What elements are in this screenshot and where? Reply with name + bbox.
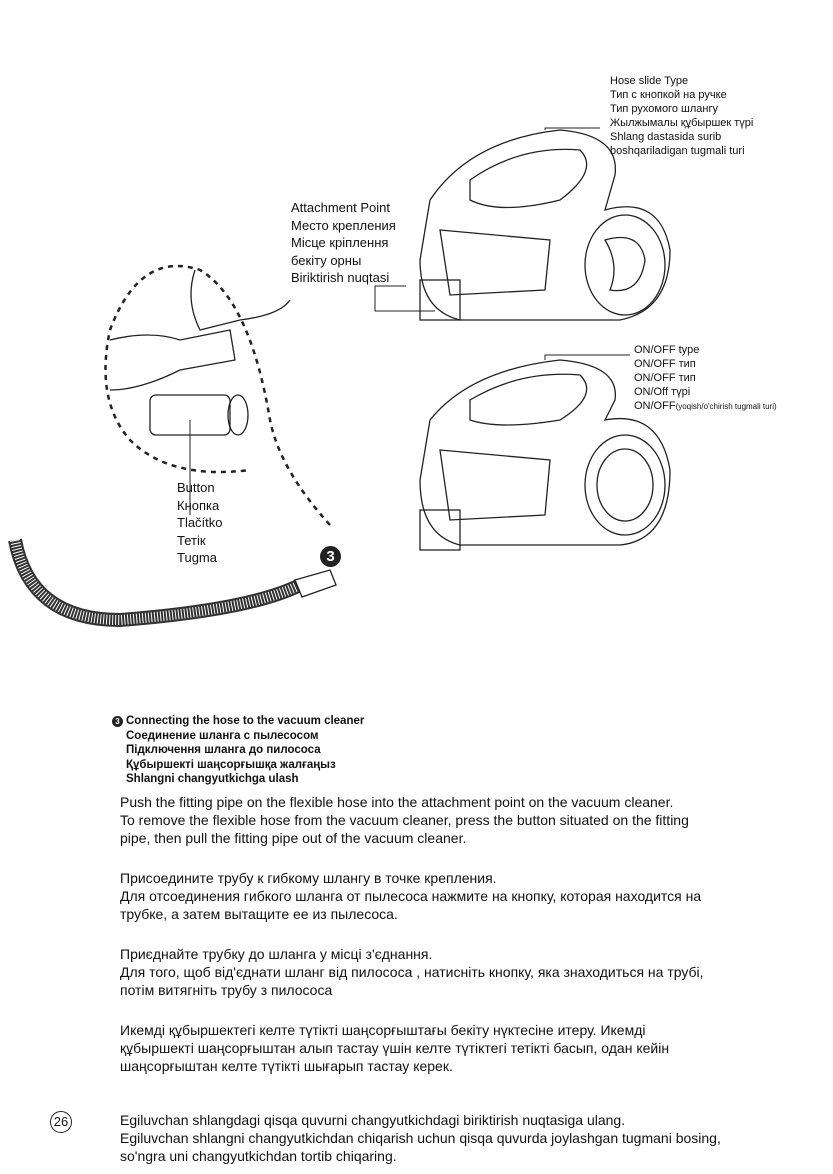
- label-line: Место крепления: [291, 217, 396, 233]
- label-line: Tlačítko: [177, 515, 223, 530]
- text-line: Приєднайте трубку до шланга у місці з'єднання.: [120, 946, 433, 962]
- label-line: Тип рухомого шлангу: [610, 103, 718, 115]
- text-line: Egiluvchan shlangdagi qisqa quvurni changyutkichdagi biriktirish nuqtasiga ulang.: [120, 1112, 626, 1128]
- heading-line: Connecting the hose to the vacuum cleaner: [126, 715, 365, 727]
- text-line: құбыршекті шаңсорғыштан алып тастау үшін келте түтіктегі тетікті басып, одан кейін: [120, 1040, 670, 1056]
- paragraph-russian: [120, 869, 800, 923]
- text-line: Push the fitting pipe on the flexible hose into the attachment point on the vacuum cleaner.: [120, 794, 674, 810]
- step-badge: 3: [320, 546, 341, 567]
- heading-line: Shlangni changyutkichga ulash: [126, 773, 299, 785]
- label-line: ON/OFF type: [634, 344, 700, 356]
- label-line: Tugma: [177, 550, 217, 565]
- text-line: pipe, then pull the fitting pipe out of the vacuum cleaner.: [120, 830, 467, 846]
- label-note: (yoqish/o'chirish tugmali turi): [675, 402, 777, 411]
- step-badge: 3: [112, 716, 123, 727]
- page-number: 26: [50, 1111, 72, 1133]
- text-line: so'ngra uni changyutkichdan tortib chiqaring.: [120, 1148, 397, 1164]
- label-line: бекіту орны: [291, 252, 362, 268]
- hose-slide-label: [610, 74, 753, 158]
- button-label: [177, 479, 223, 567]
- text-line: Икемді құбыршектегі келте түтікті шаңсорғыштағы бекіту нүктесіне итеру. Икемді: [120, 1022, 646, 1038]
- label-line: Тетік: [177, 532, 206, 548]
- text-line: To remove the flexible hose from the vacuum cleaner, press the button situated on the fitting: [120, 812, 689, 828]
- text-line: шаңсорғыштан келте түтікті шығарып тастау керек.: [120, 1058, 453, 1074]
- paragraph-english: [120, 793, 800, 847]
- attachment-point-label: [291, 199, 396, 287]
- label-line: Button: [177, 480, 215, 495]
- label-line: Biriktirish nuqtasi: [291, 270, 390, 285]
- text-line: трубке, а затем вытащите ее из пылесоса.: [120, 906, 398, 922]
- onoff-label: [634, 343, 777, 414]
- text-line: Присоедините трубу к гибкому шлангу в точке крепления.: [120, 870, 497, 886]
- label-line: Attachment Point: [291, 200, 390, 215]
- leader-line: [545, 355, 630, 360]
- label-line: Кнопка: [177, 497, 220, 513]
- label-line: Hose slide Type: [610, 75, 689, 87]
- paragraph-uzbek: [120, 1111, 800, 1165]
- text-line: потім витягніть трубу з пилососа: [120, 982, 333, 998]
- paragraph-kazakh: [120, 1021, 800, 1075]
- leader-line: [545, 128, 600, 130]
- label-line: ON/OFF: [634, 400, 676, 412]
- text-line: Для отсоединения гибкого шланга от пылесоса нажмите на кнопку, которая находится на: [120, 888, 702, 904]
- label-line-with-note: [634, 399, 777, 414]
- label-line: Тип с кнопкой на ручке: [610, 89, 727, 101]
- heading-first-line: [112, 714, 364, 729]
- label-line: ON/Off түрі: [634, 386, 691, 398]
- paragraph-ukrainian: [120, 945, 800, 999]
- label-line: Місце кріплення: [291, 235, 389, 250]
- flexible-hose-illustration: [15, 540, 336, 620]
- heading-line: Соединение шланга с пылесосом: [126, 729, 319, 742]
- vacuum-hose-slide-illustration: [420, 130, 670, 320]
- text-line: Для того, щоб від'єднати шланг від пилососа , натисніть кнопку, яка знаходиться на трубі,: [120, 964, 704, 980]
- heading-line: Құбыршекті шаңсорғышқа жалғаңыз: [126, 758, 336, 771]
- label-line: Shlang dastasida surib: [610, 131, 722, 143]
- label-line: boshqariladigan tugmali turi: [610, 145, 745, 157]
- text-line: Egiluvchan shlangni changyutkichdan chiqarish uchun qisqa quvurda joylashgan tugmani bosing,: [120, 1130, 721, 1146]
- label-line: ON/OFF тип: [634, 358, 696, 370]
- label-line: Жылжымалы құбыршек түрі: [610, 117, 754, 129]
- section-heading: [112, 714, 364, 787]
- heading-line: Підключення шланга до пилососа: [126, 744, 321, 756]
- label-line: ON/OFF тип: [634, 372, 696, 384]
- vacuum-onoff-illustration: [420, 360, 670, 550]
